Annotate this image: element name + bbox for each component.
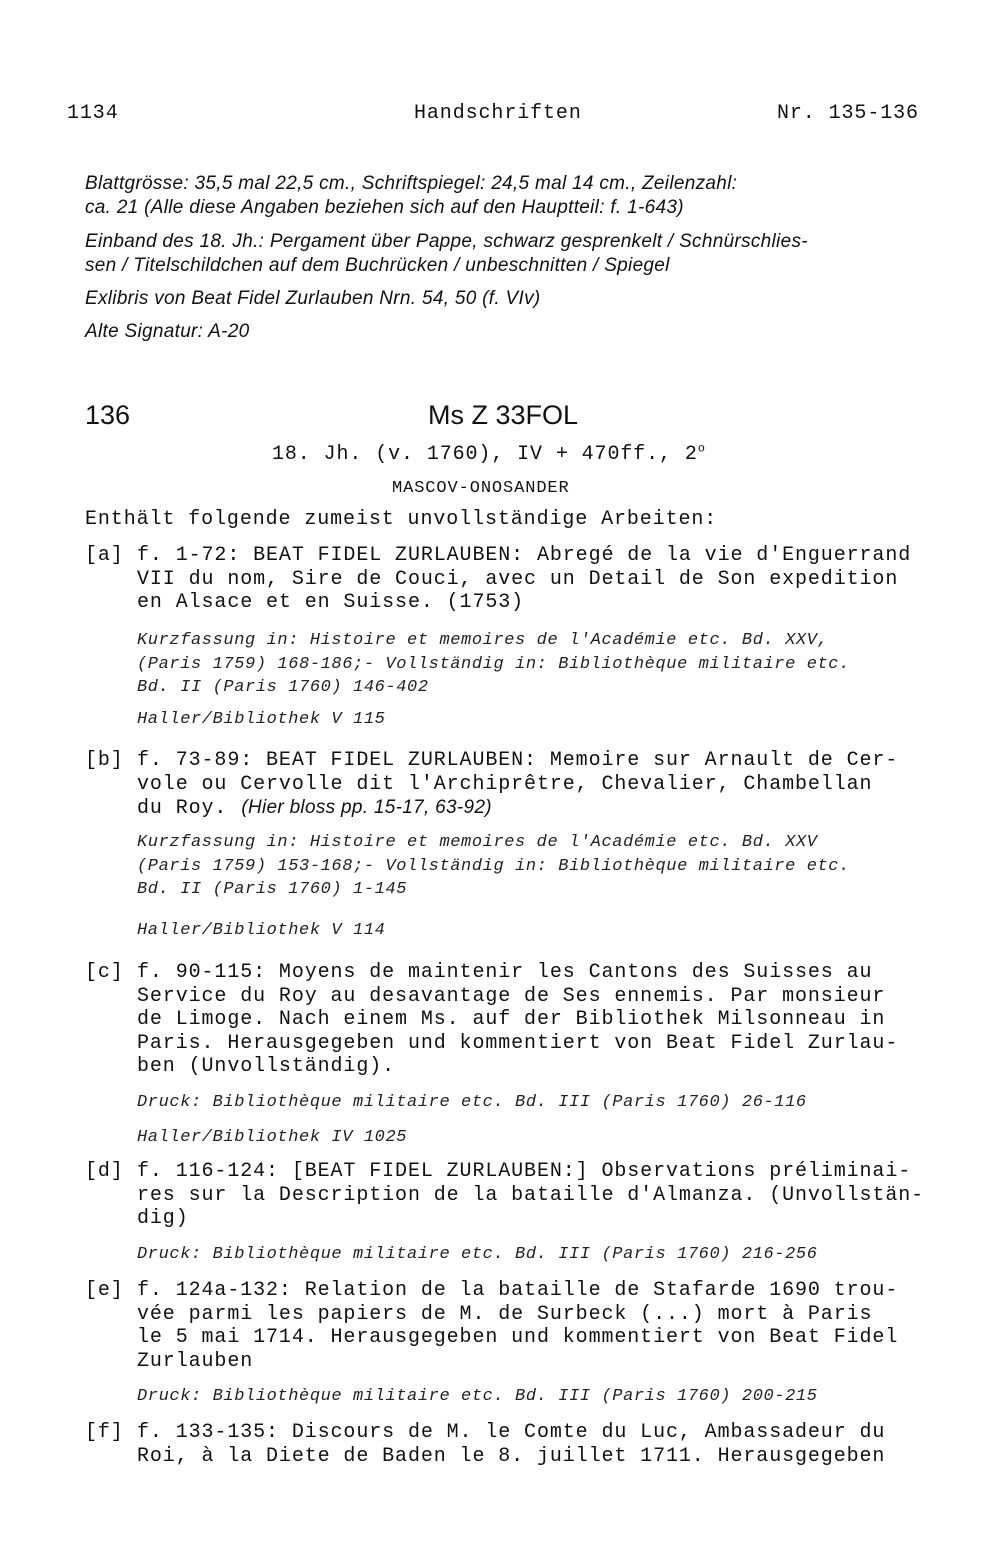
note-line: Haller/Bibliothek V 114 xyxy=(137,921,386,940)
text-line xyxy=(137,1326,898,1350)
item-text xyxy=(137,1279,898,1373)
line-text: f. 124a-132: Relation de la bataille de Stafarde 1690 trou- xyxy=(137,1279,899,1302)
text-line xyxy=(137,1160,924,1184)
item-label: [d] xyxy=(85,1160,124,1183)
text-line xyxy=(137,568,911,592)
einband xyxy=(85,230,808,277)
note-line: (Paris 1759) 168-186;- Vollständig in: Bibliothèque militaire etc. xyxy=(137,654,850,674)
text-line xyxy=(137,1008,898,1032)
item-text xyxy=(137,1160,924,1231)
item-text xyxy=(137,544,911,615)
line-text: le 5 mai 1714. Herausgegeben und kommentiert von Beat Fidel xyxy=(137,1326,899,1349)
blattgroesse xyxy=(85,172,737,219)
text-line xyxy=(137,1055,898,1079)
line-text: vole ou Cervolle dit l'Archiprêtre, Chevalier, Chambellan xyxy=(137,772,873,796)
text-line xyxy=(137,1184,924,1208)
bibliographic-note xyxy=(137,1126,407,1150)
bibliographic-note xyxy=(137,1243,818,1267)
text-line xyxy=(137,591,911,615)
line-text: res sur la Description de la bataille d'Almanza. (Unvollstän- xyxy=(137,1183,925,1207)
intro: Enthält folgende zumeist unvollständige Arbeiten: xyxy=(85,508,718,531)
line-text: ben (Unvollständig). xyxy=(137,1055,396,1078)
line-text: Roi, à la Diete de Baden le 8. juillet 1711. Herausgegeben xyxy=(137,1444,886,1468)
line-text: Service du Roy au desavantage de Ses ennemis. Par monsieur xyxy=(137,984,886,1008)
bibliographic-note xyxy=(137,1091,807,1115)
alte-signatur: Alte Signatur: A-20 xyxy=(85,321,250,342)
item-text xyxy=(137,749,898,821)
line-text: de Limoge. Nach einem Ms. auf der Bibliothek Milsonneau in xyxy=(137,1008,886,1031)
item-label: [a] xyxy=(85,544,124,567)
text-line xyxy=(137,1207,924,1231)
text-line xyxy=(137,796,898,821)
page-number: 1134 xyxy=(67,102,119,125)
text-line xyxy=(137,773,898,797)
text-line: sen / Titelschildchen auf dem Buchrücken / unbeschnitten / Spiegel xyxy=(85,254,670,276)
text-line xyxy=(137,985,898,1009)
item-text xyxy=(137,961,898,1079)
line-text: VII du nom, Sire de Couci, avec un Detail de Son expedition xyxy=(137,567,899,591)
text-line xyxy=(137,544,911,568)
note-line: (Paris 1759) 153-168;- Vollständig in: Bibliothèque militaire etc. xyxy=(137,856,850,876)
line-text: f. 133-135: Discours de M. le Comte du Luc, Ambassadeur du xyxy=(137,1421,886,1444)
line-text: du Roy. xyxy=(137,797,228,820)
date-line xyxy=(272,443,706,467)
line-text: Zurlauben xyxy=(137,1349,254,1373)
note-line: Kurzfassung in: Histoire et memoires de l'Académie etc. Bd. XXV xyxy=(137,833,818,852)
line-text: en Alsace et en Suisse. (1753) xyxy=(137,591,525,614)
bibliographic-note xyxy=(137,1385,818,1409)
text-line xyxy=(137,1032,898,1056)
item-label: [c] xyxy=(85,961,124,984)
text-line xyxy=(137,1421,885,1445)
text-line: ca. 21 (Alle diese Angaben beziehen sich auf den Hauptteil: f. 1-643) xyxy=(85,196,684,218)
line-text: dig) xyxy=(137,1207,189,1230)
text-line xyxy=(137,1303,898,1327)
bibliographic-note xyxy=(137,919,385,943)
format-sup: o xyxy=(697,441,706,456)
note-line: Haller/Bibliothek IV 1025 xyxy=(137,1128,408,1147)
shelfmark: Ms Z 33FOL xyxy=(428,400,579,430)
line-text: f. 73-89: BEAT FIDEL ZURLAUBEN: Memoire sur Arnault de Cer- xyxy=(137,749,899,772)
text-line xyxy=(137,1350,898,1374)
entry-number: 136 xyxy=(85,400,131,430)
text-line: Blattgrösse: 35,5 mal 22,5 cm., Schriftspiegel: 24,5 mal 14 cm., Zeilenzahl: xyxy=(85,173,738,194)
handwritten-note: (Hier bloss pp. 15-17, 63-92) xyxy=(241,797,492,818)
text-line: Einband des 18. Jh.: Pergament über Pappe, schwarz gesprenkelt / Schnürschlies- xyxy=(85,231,808,252)
bibliographic-note xyxy=(137,708,385,732)
note-line: Haller/Bibliothek V 115 xyxy=(137,710,386,729)
note-line: Druck: Bibliothèque militaire etc. Bd. III (Paris 1760) 216-256 xyxy=(137,1245,818,1264)
line-text: f. 90-115: Moyens de maintenir les Cantons des Suisses au xyxy=(137,961,873,984)
item-label: [f] xyxy=(85,1421,124,1444)
text-line xyxy=(137,1445,885,1469)
note-line: Druck: Bibliothèque militaire etc. Bd. III (Paris 1760) 200-215 xyxy=(137,1387,818,1406)
line-text: f. 116-124: [BEAT FIDEL ZURLAUBEN:] Observations préliminai- xyxy=(137,1160,912,1183)
date-text: 18. Jh. (v. 1760), IV + 470ff., 2 xyxy=(272,443,698,466)
bibliographic-note xyxy=(137,629,850,700)
note-line: Bd. II (Paris 1760) 146-402 xyxy=(137,678,429,697)
item-text xyxy=(137,1421,885,1468)
note-line: Druck: Bibliothèque militaire etc. Bd. III (Paris 1760) 26-116 xyxy=(137,1093,807,1112)
entry-title: MASCOV-ONOSANDER xyxy=(392,479,570,498)
item-label: [b] xyxy=(85,749,124,772)
line-text: f. 1-72: BEAT FIDEL ZURLAUBEN: Abregé de la vie d'Enguerrand xyxy=(137,544,912,567)
entry-range: Nr. 135-136 xyxy=(777,102,919,125)
note-line: Kurzfassung in: Histoire et memoires de l'Académie etc. Bd. XXV, xyxy=(137,631,829,650)
line-text: Paris. Herausgegeben und kommentiert von Beat Fidel Zurlau- xyxy=(137,1031,899,1055)
item-label: [e] xyxy=(85,1279,124,1302)
bibliographic-note xyxy=(137,831,850,902)
text-line xyxy=(137,749,898,773)
running-title: Handschriften xyxy=(414,102,582,125)
exlibris: Exlibris von Beat Fidel Zurlauben Nrn. 54, 50 (f. VIv) xyxy=(85,288,541,309)
line-text: vée parmi les papiers de M. de Surbeck (...) mort à Paris xyxy=(137,1302,873,1326)
text-line xyxy=(137,961,898,985)
text-line xyxy=(137,1279,898,1303)
note-line: Bd. II (Paris 1760) 1-145 xyxy=(137,880,408,899)
